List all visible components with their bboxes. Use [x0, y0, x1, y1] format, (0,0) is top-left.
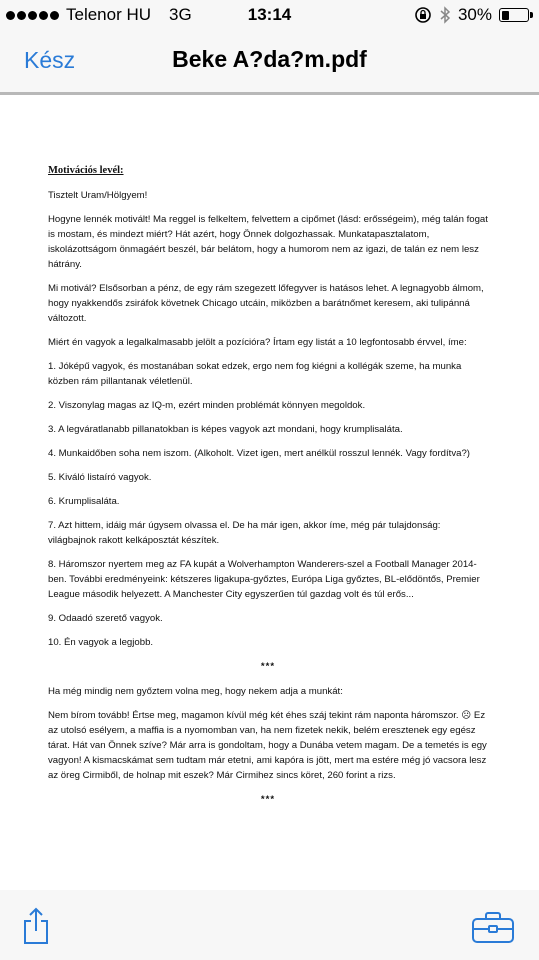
list-item: 10. Én vagyok a legjobb. — [48, 637, 154, 648]
letter-heading: Motivációs levél: — [48, 165, 124, 176]
done-button[interactable]: Kész — [24, 47, 76, 73]
list-item: 6. Krumplisaláta. — [48, 496, 120, 507]
list-item: 4. Munkaidőben soha nem iszom. (Alkoholt. Vizet igen, mert anélkül rosszul lennék. Vagy fordítva?) — [48, 448, 470, 459]
list-item: 7. Azt hittem, idáig már úgysem olvassa el. De ha már igen, akkor íme, még pár tulajdonság: világbajnok rakott kelkáposztát készítek. — [48, 520, 441, 546]
paragraph-convince: Ha még mindig nem győztem volna meg, hogy nekem adja a munkát: — [48, 686, 343, 697]
paragraph-plea: Nem bírom tovább! Értse meg, magamon kívül még két éhes száj tekint rám naponta háromszor. ☹ Ez az utolsó esélyem, a maffia is a nyomomban van, ha nem fizetek nekik, belém eresztenek egy egész tárat. Hát van Önnek szíve? Már arra is gondoltam, hogy a Dunába vetem magam. De a temetés is egy vagyon! A kismacskámat sem tudtam már etetni, ami kapóra is jött, mert ma estére még jó vacsora lesz az öreg Cirmiből, de holnap mit eszek? Már Cirmihez sincs köret, 260 forint a rizs. — [48, 710, 487, 781]
battery-percent: 30% — [457, 5, 492, 24]
section-separator: *** — [260, 661, 276, 672]
greeting: Tisztelt Uram/Hölgyem! — [48, 190, 148, 201]
pdf-viewer[interactable] — [0, 95, 539, 890]
status-right — [414, 5, 529, 25]
paragraph-motivation: Hogyne lennék motivált! Ma reggel is felkeltem, felvettem a cipőmet (lásd: erősségeim), még talán fogat is mostam, és mindezt miért? Hát azért, hogy Önnek dolgozhassak. Munkatapasztalatom, iskolázottságom önmagáért beszél, bár belátom, hogy a humorom nem az igazi, de talán ez nem lesz hátrány. — [48, 214, 488, 270]
end-separator: *** — [260, 794, 276, 805]
battery-icon — [499, 8, 529, 22]
pdf-page — [48, 163, 488, 817]
toolbox-icon[interactable] — [470, 910, 516, 944]
bluetooth-icon — [439, 6, 451, 24]
list-item: 9. Odaadó szerető vagyok. — [48, 613, 163, 624]
list-item: 5. Kiváló listaíró vagyok. — [48, 472, 152, 483]
list-item: 3. A legváratlanabb pillanatokban is képes vagyok azt mondani, hogy krumplisaláta. — [48, 424, 403, 435]
status-bar — [0, 0, 539, 30]
carrier-name: Telenor HU — [66, 5, 152, 24]
list-item: 1. Jóképű vagyok, és mostanában sokat edzek, ergo nem fog kiégni a kollégák szeme, ha munka közben rám pillantanak véletlenül. — [48, 361, 462, 387]
document-title: Beke A?da?m.pdf — [172, 46, 367, 72]
share-icon[interactable] — [22, 907, 50, 945]
rotation-lock-icon — [414, 6, 432, 24]
battery-level-fill — [502, 11, 509, 20]
list-item: 2. Viszonylag magas az IQ-m, ezért minden problémát könnyen megoldok. — [48, 400, 366, 411]
status-time: 13:14 — [247, 5, 292, 24]
network-type: 3G — [169, 5, 192, 24]
paragraph-what-motivates: Mi motivál? Elsősorban a pénz, de egy rám szegezett lőfegyver is hatásos lehet. A legnagyobb álmom, hogy nyakkendős zsiráfok követnek Chicago utcáin, miközben a barátnőmet keresem, aki tulipánná változott. — [48, 283, 484, 324]
bottom-toolbar — [0, 890, 539, 960]
navigation-bar — [0, 30, 539, 92]
list-item: 8. Háromszor nyertem meg az FA kupát a Wolverhampton Wanderers-szel a Football Manager 2014-ben. További eredményeink: kétszeres ligakupa-győztes, Európa Liga győztes, BL-elődöntős, Premier League második helyezett. A Manchester City egyszerűen túl gazdag volt és túl erős... — [48, 559, 480, 600]
paragraph-why-me: Miért én vagyok a legalkalmasabb jelölt a pozícióra? Írtam egy listát a 10 legfontosabb érvvel, íme: — [48, 337, 467, 348]
